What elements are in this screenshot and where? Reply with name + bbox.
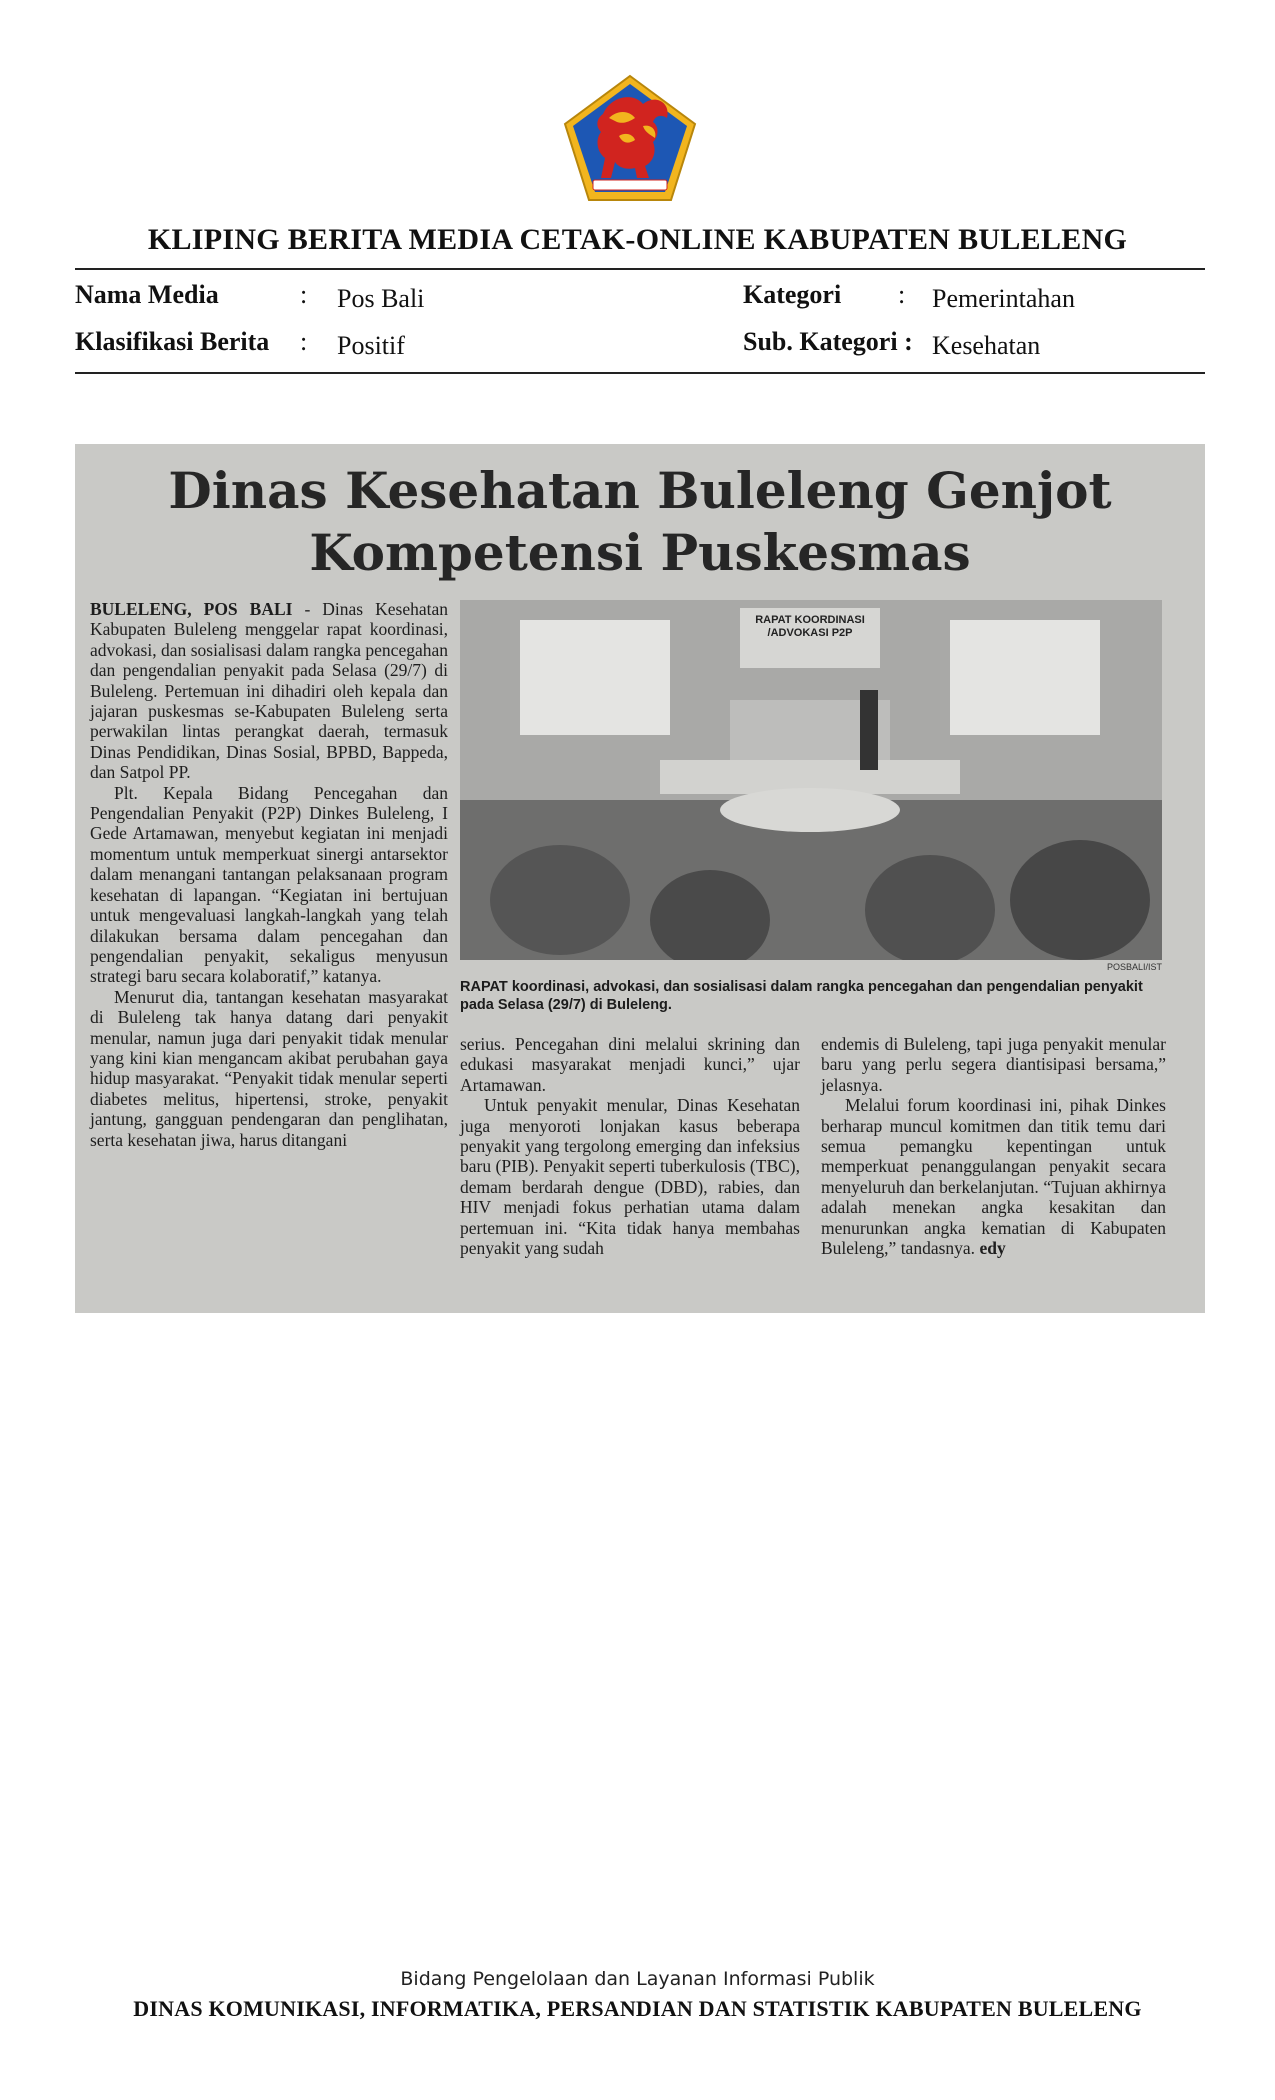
klasifikasi-label: Klasifikasi Berita xyxy=(75,327,270,356)
page-title: KLIPING BERITA MEDIA CETAK-ONLINE KABUPATEN BULELENG xyxy=(147,223,1128,256)
colon: : xyxy=(300,280,308,309)
paragraph-text: - Dinas Kesehatan Kabupaten Buleleng menggelar rapat koordinasi, advokasi, dan sosialisasi dalam rangka pencegahan dan pengendalian penyakit pada Selasa (29/7) di Buleleng. Pertemuan ini dihadiri oleh kepala dan jajaran puskesmas se-Kabupaten Buleleng serta perwakilan lintas perangkat daerah, termasuk Dinas Pendidikan, Dinas Sosial, BPBD, Bappeda, dan Satpol PP. xyxy=(90,599,448,783)
paragraph: serius. Pencegahan dini melalui skrining dan edukasi masyarakat menjadi kunci,” ujar Artamawan. xyxy=(460,1034,800,1095)
kategori-value: Pemerintahan xyxy=(932,284,1075,313)
paragraph: endemis di Buleleng, tapi juga penyakit menular baru yang perlu segera diantisipasi bersama,” jelasnya. xyxy=(821,1034,1166,1095)
footer-agency: DINAS KOMUNIKASI, INFORMATIKA, PERSANDIAN DAN STATISTIK KABUPATEN BULELENG xyxy=(133,1996,1142,2021)
paragraph: Menurut dia, tantangan kesehatan masyarakat di Buleleng tak hanya datang dari penyakit menular, namun juga dari penyakit tidak menular yang kini kian mengancam akibat perubahan gaya hidup masyarakat. “Penyakit tidak menular seperti diabetes melitus, hipertensi, stroke, penyakit jantung, gangguan pendengaran dan penglihatan, serta kesehatan jiwa, harus ditangani xyxy=(90,986,448,1150)
article-headline xyxy=(75,460,1205,584)
klasifikasi-value: Positif xyxy=(337,331,405,360)
colon: : xyxy=(300,327,308,356)
meeting-photo-illustration xyxy=(460,600,1162,960)
paragraph xyxy=(90,599,448,783)
article-column-3 xyxy=(821,1034,1166,1258)
byline: edy xyxy=(979,1238,1006,1259)
header-divider xyxy=(75,268,1205,270)
meta-divider xyxy=(75,372,1205,374)
photo-banner-line-2: /ADVOKASI P2P xyxy=(767,627,853,639)
article-column-2 xyxy=(460,1034,800,1258)
photo-banner xyxy=(740,614,880,640)
dateline: BULELENG, POS BALI xyxy=(90,599,293,619)
footer-department: Bidang Pengelolaan dan Layanan Informasi Publik xyxy=(400,1968,875,1990)
paragraph xyxy=(821,1095,1166,1258)
colon: : xyxy=(898,280,906,309)
article-column-1 xyxy=(90,599,448,1150)
nama-media-label: Nama Media xyxy=(75,280,219,309)
headline-line-1: Dinas Kesehatan Buleleng Genjot xyxy=(168,461,1112,520)
buleleng-crest-logo xyxy=(563,74,697,202)
sub-kategori-label: Sub. Kategori : xyxy=(743,327,913,356)
photo-caption: RAPAT koordinasi, advokasi, dan sosialisasi dalam rangka pencegahan dan pengendalian penyakit pada Selasa (29/7) di Buleleng. xyxy=(460,979,1143,1013)
photo-credit: POSBALI/IST xyxy=(1106,962,1162,972)
article-photo xyxy=(460,600,1162,960)
photo-banner-line-1: RAPAT KOORDINASI xyxy=(755,614,865,626)
newspaper-clipping xyxy=(75,444,1205,1313)
headline-line-2: Kompetensi Puskesmas xyxy=(309,523,971,582)
kategori-label: Kategori xyxy=(743,280,842,309)
paragraph: Untuk penyakit menular, Dinas Kesehatan juga menyoroti lonjakan kasus beberapa penyakit yang tergolong emerging dan infeksius baru (PIB). Penyakit seperti tuberkulosis (TBC), demam berdarah dengue (DBD), rabies, dan HIV menjadi fokus perhatian utama dalam pertemuan ini. “Kita tidak hanya membahas penyakit yang sudah xyxy=(460,1095,800,1259)
paragraph-text: Melalui forum koordinasi ini, pihak Dinkes berharap muncul komitmen dan titik temu dari semua pemangku kepentingan untuk memperkuat penanggulangan penyakit secara menyeluruh dan berkelanjutan. “Tujuan akhirnya adalah menekan angka kesakitan dan menurunkan angka kematian di Kabupaten Buleleng,” tandasnya. xyxy=(821,1095,1166,1259)
sub-kategori-value: Kesehatan xyxy=(932,331,1041,360)
nama-media-value: Pos Bali xyxy=(337,284,425,313)
paragraph: Plt. Kepala Bidang Pencegahan dan Pengendalian Penyakit (P2P) Dinkes Buleleng, I Gede Artamawan, menyebut kegiatan ini menjadi momentum untuk memperkuat sinergi antarsektor dalam menangani tantangan pelaksanaan program kesehatan di lapangan. “Kegiatan ini bertujuan untuk mengevaluasi langkah-langkah yang telah dilakukan bersama dalam pencegahan dan pengendalian penyakit, sekaligus menyusun strategi baru secara kolaboratif,” katanya. xyxy=(90,782,448,987)
